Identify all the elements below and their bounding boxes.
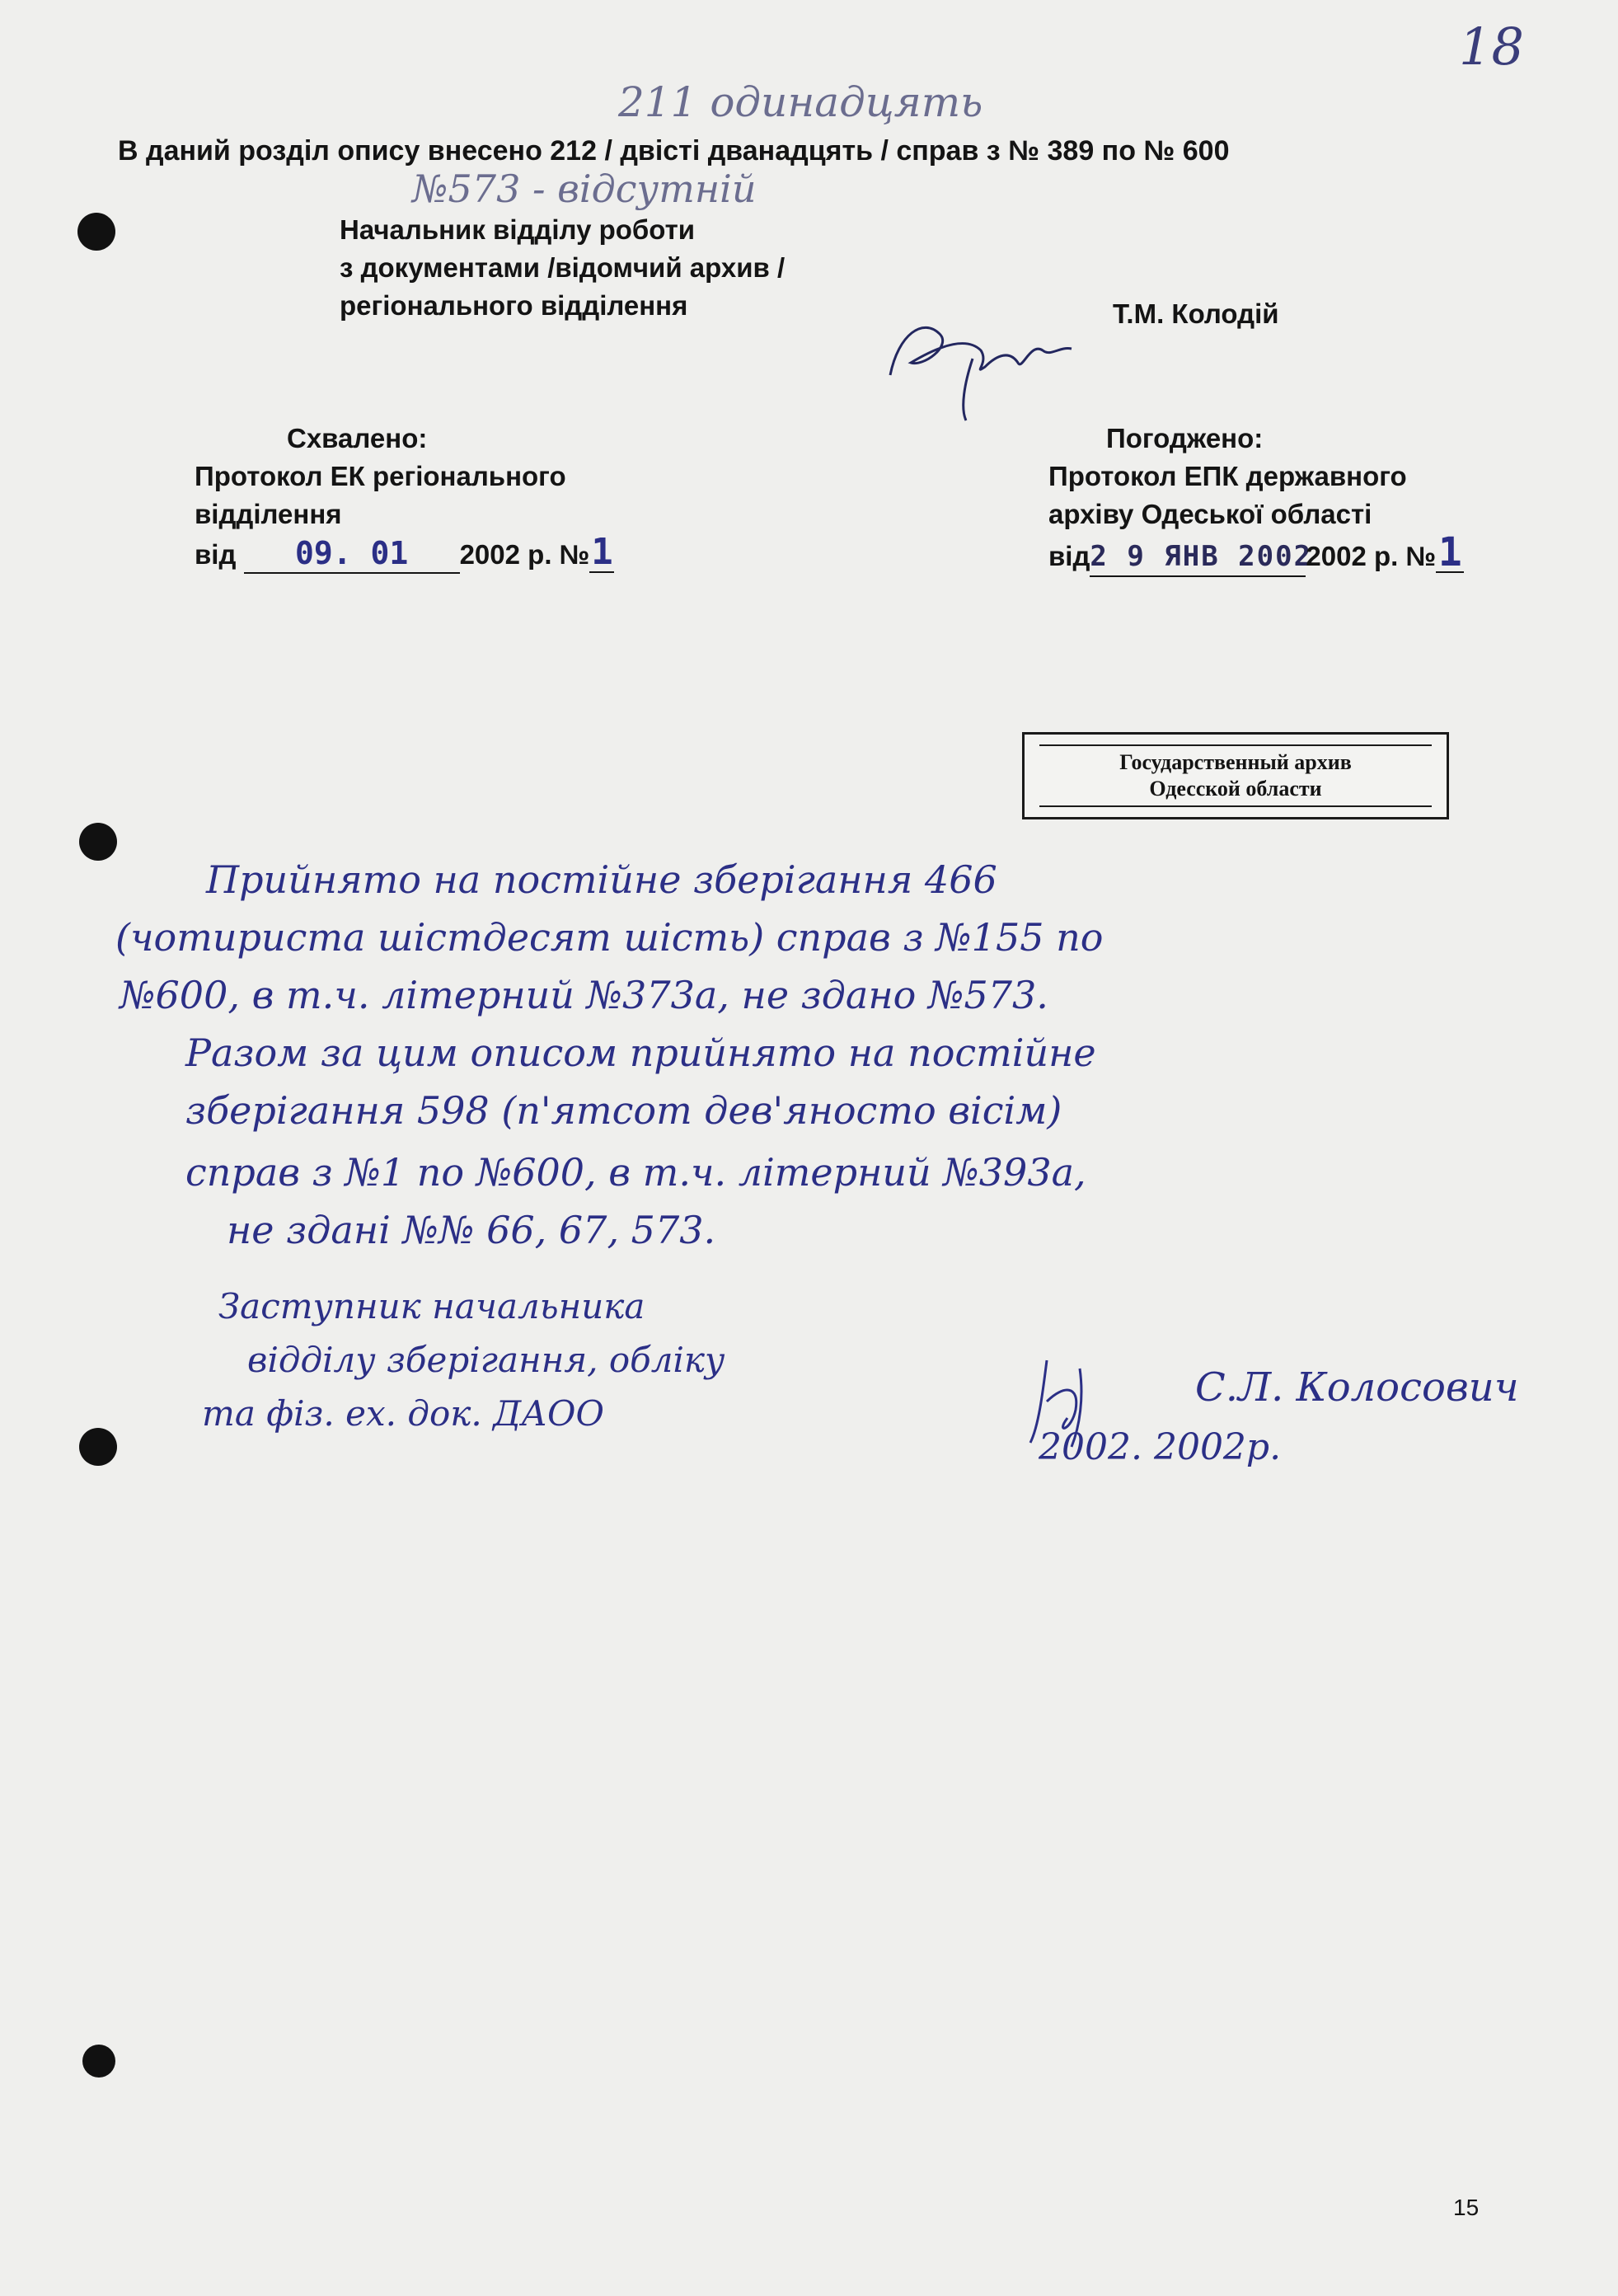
note-line-6: справ з №1 по №600, в т.ч. літерний №393а, <box>185 1150 1086 1195</box>
sign-line-3: та фіз. ех. док. ДАОО <box>202 1393 604 1434</box>
agreed-date-line <box>1048 529 1464 577</box>
binder-hole <box>82 2045 115 2078</box>
approved-block <box>195 420 614 574</box>
correction-note: 211 одинадцять <box>618 78 983 126</box>
agreed-title: Погоджено: <box>1106 423 1264 453</box>
archive-stamp <box>1022 732 1449 819</box>
note-line-1: Прийнято на постійне зберігання 466 <box>206 857 997 902</box>
stamp-line-1: Государственный архив <box>1119 750 1352 774</box>
head-of-department <box>340 211 785 325</box>
agreed-number: 1 <box>1436 533 1464 573</box>
stamp-line-2: Одесской области <box>1149 777 1322 801</box>
page-number: 15 <box>1453 2195 1480 2220</box>
head-line-1: Начальник відділу роботи <box>340 214 696 245</box>
binder-hole <box>79 823 117 861</box>
note-line-2: (чотириста шістдесят шість) справ з №155 по <box>115 915 1104 960</box>
note-line-3: №600, в т.ч. літерний №373а, не здано №573. <box>120 973 1048 1017</box>
handwritten-date: 2002. 2002р. <box>1039 1426 1282 1468</box>
signature <box>874 284 1121 425</box>
missing-file-note: №573 - відсутній <box>412 167 757 211</box>
handwritten-signer: С.Л. Колосович <box>1195 1364 1519 1411</box>
agreed-line-1: Протокол ЕПК державного <box>1048 461 1407 491</box>
approved-line-2: відділення <box>195 499 342 529</box>
sign-line-1: Заступник начальника <box>218 1286 645 1326</box>
approved-date-value: 09. 01 <box>244 534 460 574</box>
note-line-4: Разом за цим описом прийнято на постійне <box>185 1031 1096 1075</box>
header-line: В даний розділ опису внесено 212 / двісті дванадцять / справ з № 389 по № 600 <box>118 135 1230 167</box>
approved-title: Схвалено: <box>287 423 428 453</box>
binder-hole <box>77 213 115 251</box>
signatory-name: Т.М. Колодій <box>1113 298 1279 329</box>
note-line-7: не здані №№ 66, 67, 573. <box>227 1208 716 1252</box>
approved-number: 1 <box>591 531 613 573</box>
approved-year: 2002 р. № <box>459 539 590 570</box>
approved-date-prefix: від <box>195 539 237 570</box>
head-line-2: з документами /відомчий архив / <box>340 252 786 283</box>
agreed-year: 2002 р. № <box>1306 541 1437 571</box>
approved-date-line <box>195 533 614 574</box>
agreed-block <box>1048 420 1464 577</box>
binder-hole <box>79 1428 117 1466</box>
note-line-5: зберігання 598 (п'ятсот дев'яносто вісім) <box>185 1088 1062 1133</box>
sign-line-2: відділу зберігання, обліку <box>247 1340 725 1380</box>
agreed-date-value: 2 9 ЯНВ 2002 <box>1090 538 1306 577</box>
agreed-line-2: архіву Одеської області <box>1048 499 1372 529</box>
approved-line-1: Протокол ЕК регіонального <box>195 461 566 491</box>
folio-number: 18 <box>1459 16 1524 77</box>
head-line-3: регіонального відділення <box>340 290 688 321</box>
agreed-date-prefix: від <box>1048 541 1090 571</box>
